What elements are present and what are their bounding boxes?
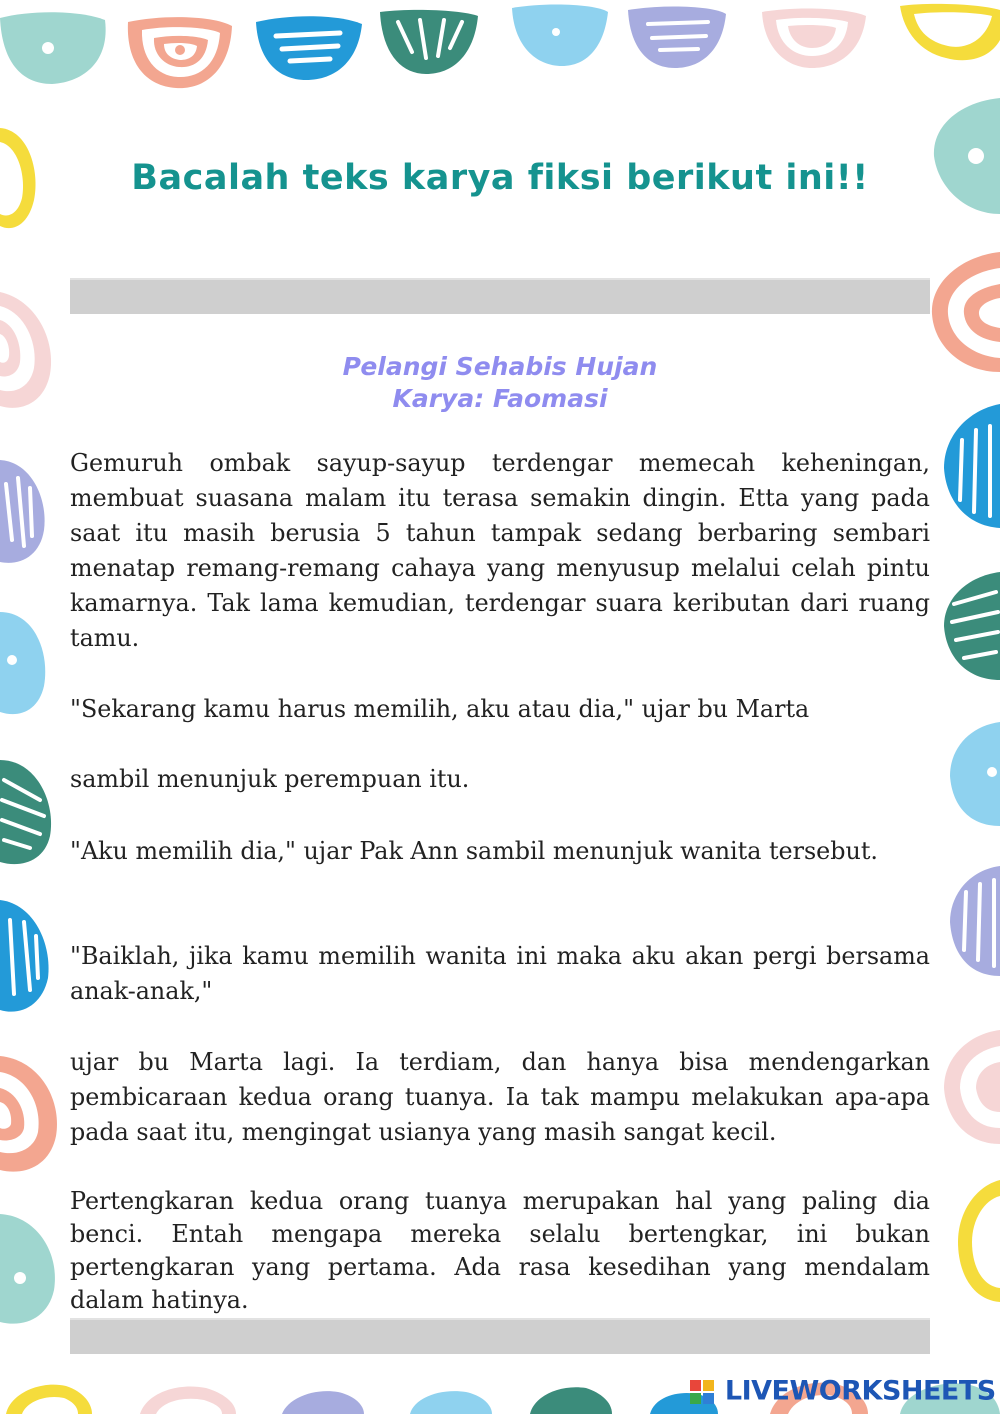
deco-right-green-lines (944, 572, 1000, 680)
story-paragraph-6: ujar bu Marta lagi. Ia terdiam, dan hanya bisa mendengarkan pembicaraan kedua orang tuanya. Ia tak mampu melakukan apa-apa pada saat itu, mengingat usianya yang masih sangat kecil. (70, 1048, 930, 1146)
deco-bottom-sky-arc (410, 1391, 492, 1414)
deco-right-lavender-lines (950, 866, 1000, 976)
deco-left-lavender-lines (0, 460, 45, 563)
deco-right-pink-spiral (944, 1030, 1000, 1144)
deco-top-blue-lines (256, 16, 362, 80)
deco-top-yellow-ring (900, 4, 1000, 60)
page-heading: Bacalah teks karya fiksi berikut ini!! (131, 158, 869, 198)
deco-left-salmon-spiral (0, 1056, 57, 1172)
deco-top-teal-shape (0, 12, 106, 84)
deco-left-teal-shape (0, 1214, 55, 1324)
story-paragraph-5: "Baiklah, jika kamu memilih wanita ini maka aku akan pergi bersama anak-anak," (70, 942, 930, 1005)
liveworksheets-brand-text: LIVEWORKSHEETS (724, 1375, 996, 1407)
deco-top-salmon-spiral (128, 17, 232, 88)
story-title: Pelangi Sehabis Hujan (342, 352, 658, 381)
story-paragraph-1: Gemuruh ombak sayup-sayup terdengar memecah keheningan, membuat suasana malam itu terasa semakin dingin. Etta yang pada saat itu masih berusia 5 tahun tampak sedang berbaring sembari menatap remang-remang cahaya yang menyusup melalui celah pintu kamarnya. Tak lama kemudian, terdengar suara keributan dari ruang tamu. (70, 449, 930, 652)
deco-left-blue-lines (0, 900, 49, 1012)
deco-right-blue-lines (944, 404, 1000, 528)
liveworksheets-logo-icon (690, 1380, 714, 1404)
story-paragraph-7: Pertengkaran kedua orang tuanya merupakan hal yang paling dia benci. Entah mengapa mereka selalu bertengkar, ini bukan pertengkaran yang pertama. Ada rasa kesedihan yang mendalam dalam hatinya. (70, 1187, 930, 1314)
deco-bottom-lavender-arc (282, 1391, 364, 1414)
deco-bottom-pink-arc (140, 1386, 236, 1414)
story-paragraph-2: "Sekarang kamu harus memilih, aku atau dia," ujar bu Marta (70, 695, 810, 723)
deco-right-sky-shape (950, 722, 1000, 826)
deco-right-yellow-ring (958, 1180, 1000, 1302)
bottom-divider-band (70, 1318, 930, 1354)
liveworksheets-watermark[interactable] (690, 1376, 996, 1406)
story-paragraph-3: sambil menunjuk perempuan itu. (70, 765, 470, 793)
story-paragraph-4: "Aku memilih dia," ujar Pak Ann sambil menunjuk wanita tersebut. (70, 837, 878, 865)
deco-left-sky-shape (0, 612, 45, 714)
deco-top-lavender-lines (628, 7, 726, 68)
deco-left-green-lines (0, 760, 51, 864)
top-divider-band (70, 278, 930, 314)
story-author: Karya: Faomasi (392, 384, 608, 413)
deco-top-sky-shape (512, 5, 608, 66)
deco-bottom-green-arc (530, 1387, 612, 1414)
deco-top-pink-spiral (762, 9, 866, 68)
deco-bottom-yellow-arc (6, 1385, 92, 1414)
deco-top-green-shape (380, 10, 478, 74)
